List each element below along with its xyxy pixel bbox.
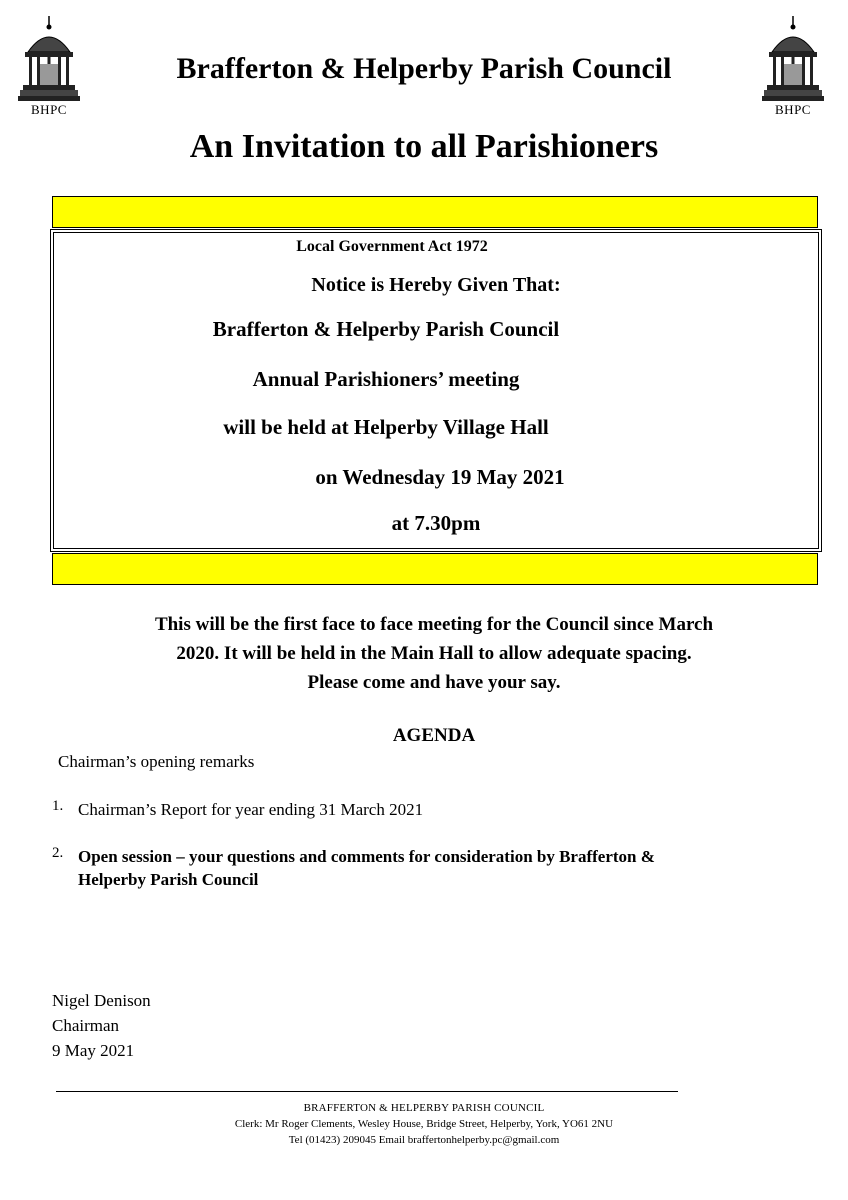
agenda-item-text: Chairman’s Report for year ending 31 March 2021 [78,800,424,819]
notice-act: Local Government Act 1972 [296,238,488,255]
agenda-item-text [78,845,778,891]
council-title: Brafferton & Helperby Parish Council [176,52,672,85]
yellow-band-bottom [52,553,818,585]
notice-box [50,229,822,552]
page-title: An Invitation to all Parishioners [189,128,659,165]
notice-venue: will be held at Helperby Village Hall [223,415,549,439]
agenda-heading: AGENDA [392,725,476,746]
agenda-item-number: 2. [52,845,64,861]
signoff-role: Chairman [52,1016,120,1035]
yellow-band-top [52,196,818,228]
notice-date: on Wednesday 19 May 2021 [315,465,565,489]
footer-clerk: Clerk: Mr Roger Clements, Wesley House, Bridge Street, Helperby, York, YO61 2NU [234,1118,614,1130]
agenda-item-line: Helperby Parish Council [78,870,259,889]
logo-caption: BHPC [31,102,67,117]
signoff [52,988,151,1063]
agenda-item-number: 1. [52,798,64,814]
footer [0,1100,848,1148]
agenda-opening-remarks: Chairman’s opening remarks [58,752,255,771]
signoff-date: 9 May 2021 [52,1041,135,1060]
agenda-item-line: Open session – your questions and comments for consideration by Brafferton & [78,847,655,866]
logo-caption: BHPC [775,102,811,117]
intro-line: This will be the first face to face meeting for the Council since March [154,614,714,635]
signoff-name: Nigel Denison [52,991,151,1010]
notice-meeting: Annual Parishioners’ meeting [252,367,520,391]
notice-time: at 7.30pm [391,511,481,535]
footer-council: BRAFFERTON & HELPERBY PARISH COUNCIL [303,1102,545,1114]
intro-paragraph [60,610,808,697]
intro-line: 2020. It will be held in the Main Hall to allow adequate spacing. [176,643,692,664]
notice-council: Brafferton & Helperby Parish Council [212,317,560,341]
footer-contact: Tel (01423) 209045 Email braffertonhelperby.pc@gmail.com [288,1134,560,1146]
intro-line: Please come and have your say. [307,672,561,693]
notice-given: Notice is Hereby Given That: [311,274,561,296]
footer-divider [56,1091,678,1092]
